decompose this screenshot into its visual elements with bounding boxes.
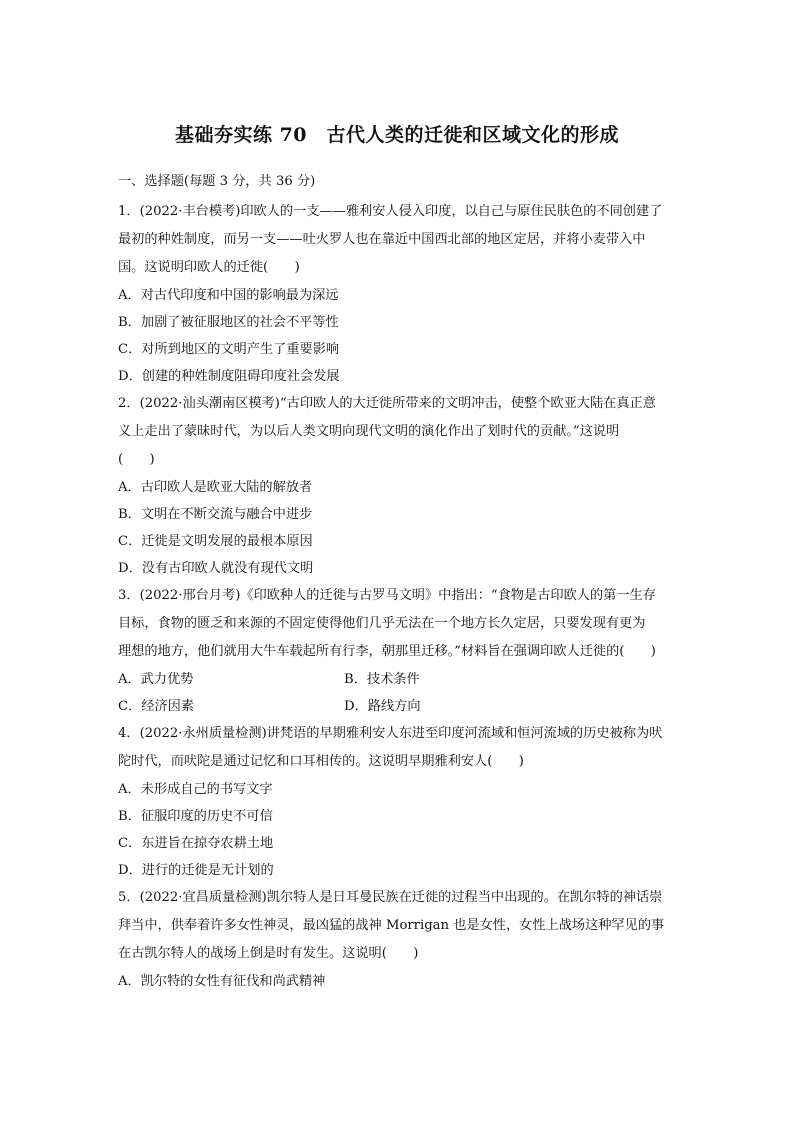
option-c[interactable]: C．对所到地区的文明产生了重要影响	[118, 342, 340, 357]
option-c[interactable]: C．东进旨在掠夺农耕土地	[118, 836, 274, 851]
question-3	[118, 582, 682, 720]
question-text-line: 国。这说明印欧人的迁徙( )	[118, 260, 300, 275]
option-d[interactable]: D．没有古印欧人就没有现代文明	[118, 561, 314, 576]
option-d[interactable]: D．路线方向	[344, 699, 421, 714]
option-d[interactable]: D．创建的种姓制度阻碍印度社会发展	[118, 369, 340, 384]
question-text-line: 4．(2022·永州质量检测)讲梵语的早期雅利安人东进至印度河流域和恒河流域的历史被称为吠	[118, 726, 663, 741]
question-text-line: 最初的种姓制度，而另一支——吐火罗人也在靠近中国西北部的地区定居，并将小麦带入中	[118, 232, 646, 247]
page-title: 基础夯实练 70 古代人类的迁徙和区域文化的形成	[174, 124, 620, 146]
option-a[interactable]: A．古印欧人是欧亚大陆的解放者	[118, 480, 313, 495]
option-b[interactable]: B．文明在不断交流与融合中进步	[118, 507, 313, 522]
option-a[interactable]: A．未形成自己的书写文字	[118, 782, 273, 797]
question-text-line: ( )	[118, 452, 155, 467]
question-1	[118, 198, 682, 390]
question-text-line: 在古凯尔特人的战场上倒是时有发生。这说明( )	[118, 946, 419, 961]
option-b[interactable]: B．加剧了被征服地区的社会不平等性	[118, 315, 339, 330]
section-heading: 一、选择题(每题 3 分，共 36 分)	[118, 174, 316, 189]
option-c[interactable]: C．经济因素	[118, 699, 195, 714]
option-b[interactable]: B．征服印度的历史不可信	[118, 809, 273, 824]
question-text-line: 2．(2022·汕头潮南区模考)“古印欧人的大迁徙所带来的文明冲击，使整个欧亚大陆在真正意	[118, 396, 656, 411]
option-c[interactable]: C．迁徙是文明发展的最根本原因	[118, 534, 313, 549]
option-row	[118, 666, 682, 693]
question-text-line: 陀时代，而吠陀是通过记忆和口耳相传的。这说明早期雅利安人( )	[118, 754, 524, 769]
question-text-line: 义上走出了蒙昧时代，为以后人类文明向现代文明的演化作出了划时代的贡献。”这说明	[118, 424, 620, 439]
question-text-line: 1．(2022·丰台模考)印欧人的一支——雅利安人侵入印度，以自己与原住民肤色的不同创建了	[118, 204, 663, 219]
question-text-line: 理想的地方，他们就用大牛车载起所有行李，朝那里迁移。”材料旨在强调印欧人迁徙的( )	[118, 644, 656, 659]
question-text-line: 拜当中，供奉着许多女性神灵，最凶猛的战神 Morrigan 也是女性，女性上战场这种罕见的事	[118, 918, 665, 933]
option-row	[118, 693, 682, 720]
question-text-line: 目标，食物的匮乏和来源的不固定使得他们几乎无法在一个地方长久定居，只要发现有更为	[118, 616, 646, 631]
option-b[interactable]: B．技术条件	[344, 672, 420, 687]
option-a[interactable]: A．武力优势	[118, 672, 194, 687]
question-text-line: 5．(2022·宜昌质量检测)凯尔特人是日耳曼民族在迁徙的过程当中出现的。在凯尔特的神话崇	[118, 890, 663, 905]
question-5	[118, 884, 682, 995]
option-a[interactable]: A．对古代印度和中国的影响最为深远	[118, 288, 339, 303]
option-a[interactable]: A．凯尔特的女性有征伐和尚武精神	[118, 974, 326, 989]
option-d[interactable]: D．进行的迁徙是无计划的	[118, 863, 274, 878]
exercise-content	[118, 170, 682, 995]
question-4	[118, 720, 682, 884]
question-2	[118, 390, 682, 582]
question-text-line: 3．(2022·邢台月考)《印欧种人的迁徙与古罗马文明》中指出：“食物是古印欧人的第一生存	[118, 588, 656, 603]
